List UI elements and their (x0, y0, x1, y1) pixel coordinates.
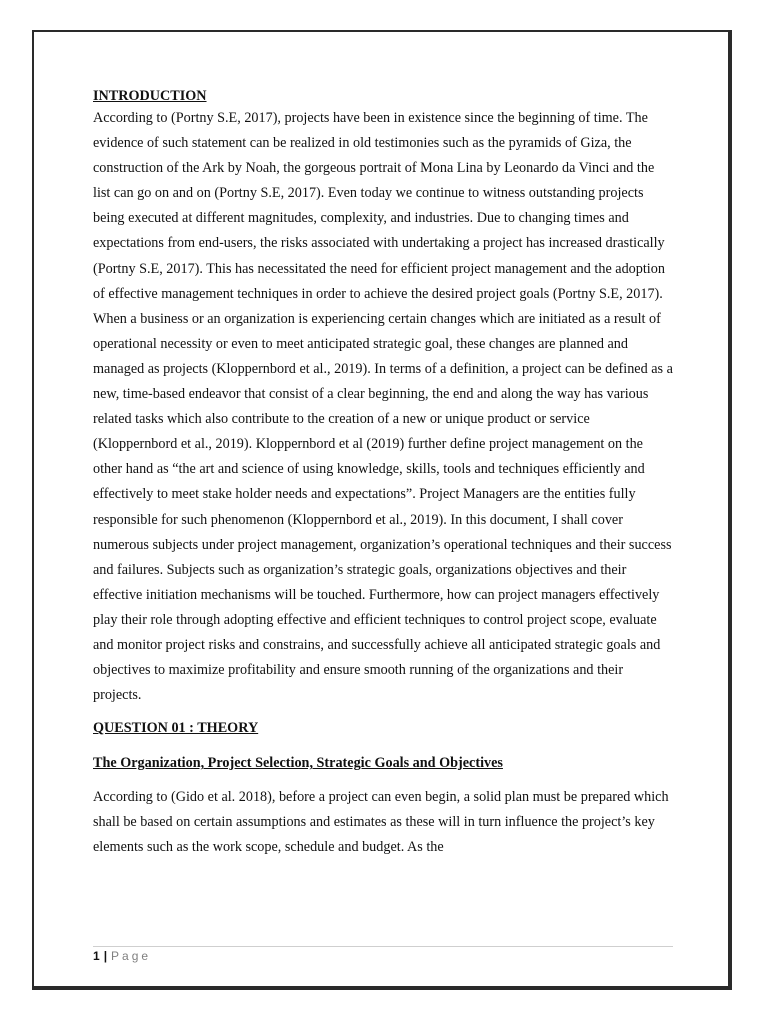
page-number: 1 (93, 949, 100, 963)
section-subheading: The Organization, Project Selection, Strategic Goals and Objectives (93, 755, 503, 772)
document-body (93, 86, 673, 861)
section-paragraph: According to (Gido et al. 2018), before a project can even begin, a solid plan must be prepared which shall be based on certain assumptions and estimates as these will in turn influence the project’s key elements such as the work scope, schedule and budget. As the (93, 789, 669, 856)
question-heading: QUESTION 01 : THEORY (93, 720, 259, 737)
footer-divider (93, 946, 673, 947)
footer-separator: | (103, 949, 108, 963)
page-footer (93, 947, 151, 965)
introduction-heading: INTRODUCTION (93, 88, 207, 104)
introduction-paragraph-2: When a business or an organization is experiencing certain changes which are initiated as a result of operational necessity or even to meet anticipated strategic goal, these changes are planned and managed as projects (Kloppernbord et al., 2019). In terms of a definition, a project can be defined as a new, time-based endeavor that consist of a clear beginning, the end and along the way has various related tasks which also contribute to the creation of a new or unique product or service (Kloppernbord et al., 2019). Kloppernbord et al (2019) further define project management on the other hand as “the art and science of using knowledge, skills, tools and techniques efficiently and effectively to meet stake holder needs and expectations”. Project Managers are the entities fully responsible for such phenomenon (Kloppernbord et al., 2019). In this document, I shall cover numerous subjects under project management, organization’s operational techniques and their success and failures. Subjects such as organization’s strategic goals, organizations objectives and their effective initiation mechanisms will be touched. Furthermore, how can project managers effectively play their role through adopting effective and efficient techniques to control project scope, evaluate and monitor project risks and constrains, and successfully achieve all anticipated strategic goals and objectives to maximize profitability and ensure smooth running of the organizations and their projects. (93, 310, 673, 704)
introduction-paragraph-1: According to (Portny S.E, 2017), projects have been in existence since the beginning of time. The evidence of such statement can be realized in old testimonies such as the pyramids of Giza, the construction of the Ark by Noah, the gorgeous portrait of Mona Lina by Leonardo da Vinci and the list can go on and on (Portny S.E, 2017). Even today we continue to witness outstanding projects being executed at different magnitudes, complexity, and industries. Due to changing times and expectations from end-users, the risks associated with undertaking a project has increased drastically (Portny S.E, 2017). This has necessitated the need for efficient project management and the adoption of effective management techniques in order to achieve the desired project goals (Portny S.E, 2017). (93, 110, 665, 302)
page-label: Page (111, 949, 152, 963)
